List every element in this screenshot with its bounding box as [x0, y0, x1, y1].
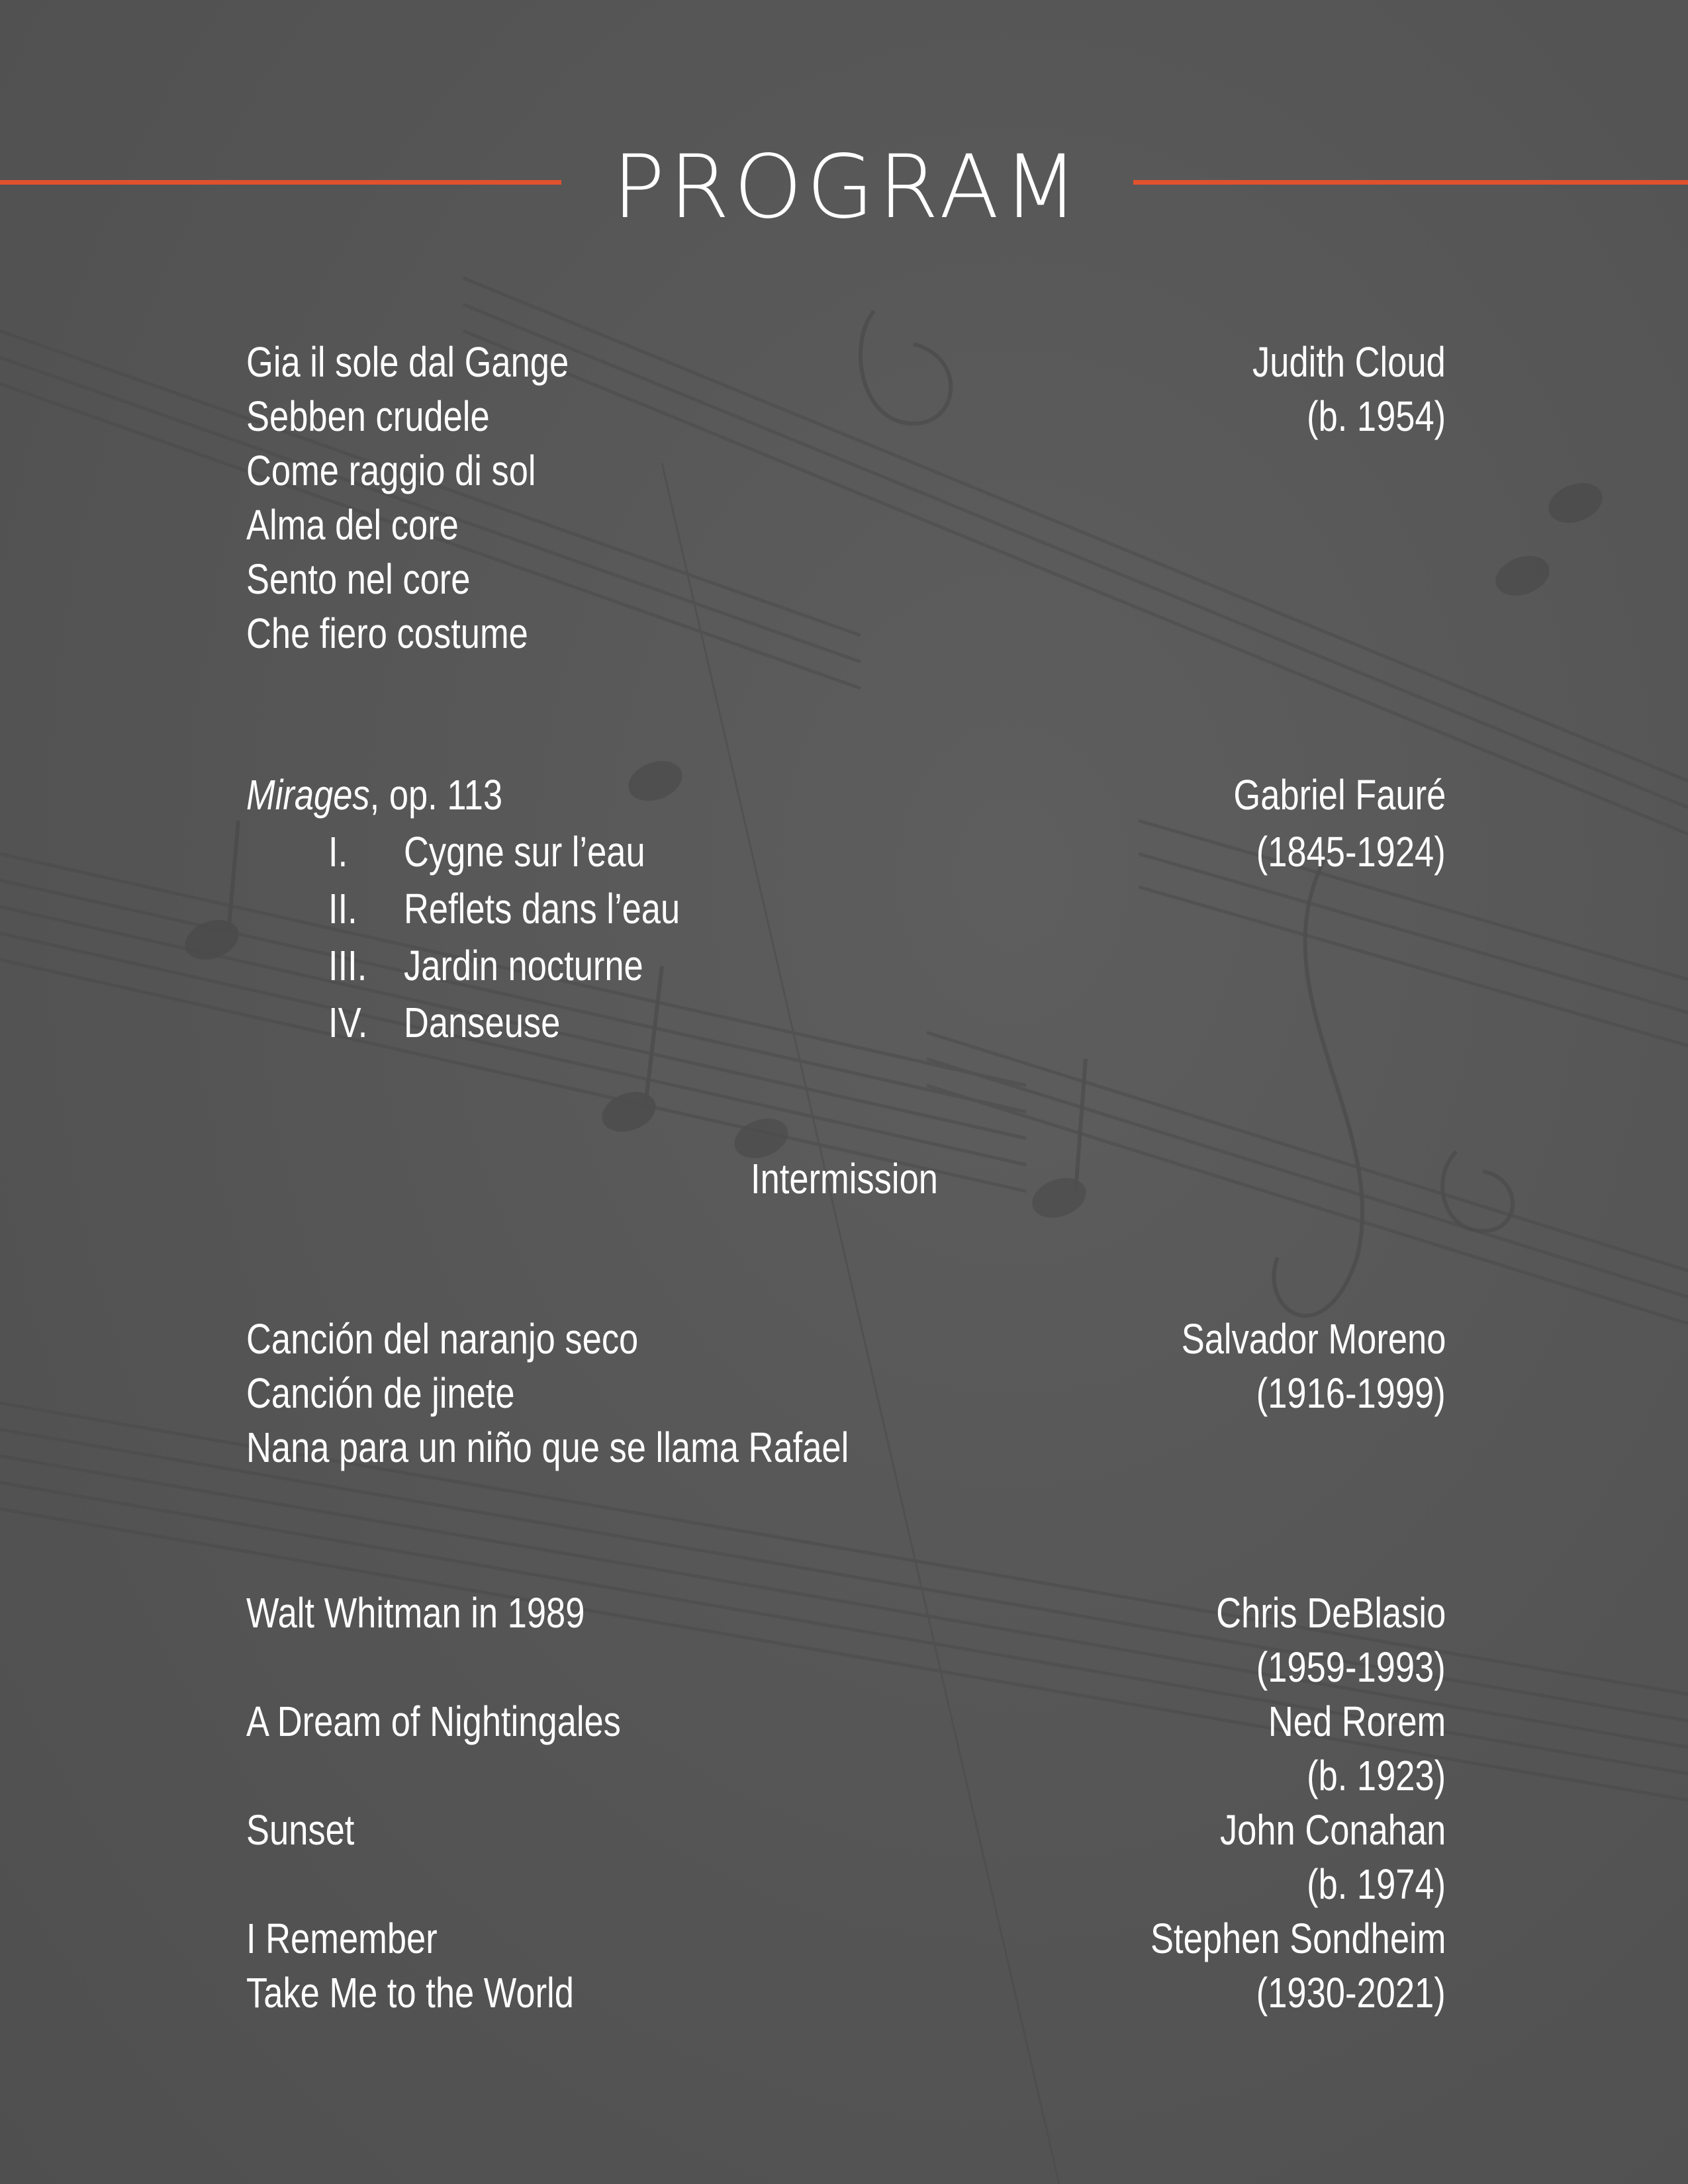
piece-title: Canción de jinete — [246, 1369, 515, 1417]
movement-name: Cygne sur l’eau — [404, 828, 645, 876]
movement-line — [246, 994, 1446, 1051]
composer-dates: (1845-1924) — [1256, 828, 1446, 876]
program-set-2 — [246, 766, 1446, 1051]
piece-title: Gia il sole dal Gange — [246, 338, 569, 386]
program-line — [246, 1640, 1446, 1694]
composer-name: Gabriel Fauré — [1233, 771, 1446, 819]
piece-title: I Remember — [246, 1915, 438, 1962]
intermission-label — [0, 1152, 1688, 1206]
composer-name: John Conahan — [1219, 1806, 1446, 1854]
composer-dates: (1930-2021) — [1256, 1969, 1446, 2017]
movement-number: II. — [328, 885, 357, 933]
program-line — [246, 766, 1446, 823]
composer-name: Ned Rorem — [1268, 1698, 1446, 1745]
program-set-3 — [246, 1312, 1446, 1475]
piece-title: A Dream of Nightingales — [246, 1698, 621, 1745]
program-set-4 — [246, 1586, 1446, 2020]
program-line — [246, 1586, 1446, 1640]
movement-line — [246, 880, 1446, 937]
program-line — [246, 606, 1446, 660]
program-line — [246, 335, 1446, 389]
program-line — [246, 443, 1446, 498]
piece-title: Walt Whitman in 1989 — [246, 1589, 585, 1637]
piece-title: Sebben crudele — [246, 392, 490, 440]
piece-title: Alma del core — [246, 501, 459, 549]
program-line — [246, 1694, 1446, 1749]
composer-dates: (b. 1974) — [1306, 1860, 1446, 1908]
movement-number: IV. — [328, 999, 368, 1046]
piece-title: Come raggio di sol — [246, 447, 536, 494]
piece-title: Che fiero costume — [246, 610, 528, 657]
program-line — [246, 1803, 1446, 1857]
movement-number: I. — [328, 828, 348, 876]
composer-name: Salvador Moreno — [1181, 1315, 1446, 1363]
composer-name: Judith Cloud — [1252, 338, 1446, 386]
composer-dates: (b. 1923) — [1306, 1752, 1446, 1799]
piece-title: Sento nel core — [246, 555, 471, 603]
work-title-italic: Mirages — [246, 771, 370, 819]
program-line — [246, 1312, 1446, 1366]
movement-name: Reflets dans l’eau — [404, 885, 680, 933]
program-line — [246, 1366, 1446, 1420]
movement-number: III. — [328, 942, 367, 989]
composer-dates: (1916-1999) — [1256, 1369, 1446, 1417]
header-rule-left — [0, 180, 561, 185]
composer-name: Stephen Sondheim — [1150, 1915, 1446, 1962]
piece-title: Take Me to the World — [246, 1969, 574, 2017]
program-line — [246, 1966, 1446, 2020]
program-line — [246, 389, 1446, 443]
work-title — [246, 766, 502, 823]
movement-line — [246, 823, 1446, 880]
header-rule-right — [1133, 180, 1688, 185]
work-opus: , op. 113 — [369, 771, 503, 819]
composer-dates: (1959-1993) — [1256, 1643, 1446, 1691]
program-set-1 — [246, 335, 1446, 660]
page-title: PROGRAM — [612, 136, 1083, 238]
movement-line — [246, 937, 1446, 994]
piece-title: Nana para un niño que se llama Rafael — [246, 1424, 849, 1471]
program-line — [246, 1420, 1446, 1475]
movement-name: Jardin nocturne — [404, 942, 643, 989]
piece-title: Canción del naranjo seco — [246, 1315, 639, 1363]
program-line — [246, 1749, 1446, 1803]
movement-name: Danseuse — [404, 999, 561, 1046]
program-line — [246, 1911, 1446, 1966]
composer-dates: (b. 1954) — [1306, 392, 1446, 440]
program-line — [246, 552, 1446, 606]
composer-name: Chris DeBlasio — [1215, 1589, 1446, 1637]
program-line — [246, 1857, 1446, 1911]
program-line — [246, 498, 1446, 552]
piece-title: Sunset — [246, 1806, 355, 1854]
intermission-text: Intermission — [750, 1155, 938, 1203]
